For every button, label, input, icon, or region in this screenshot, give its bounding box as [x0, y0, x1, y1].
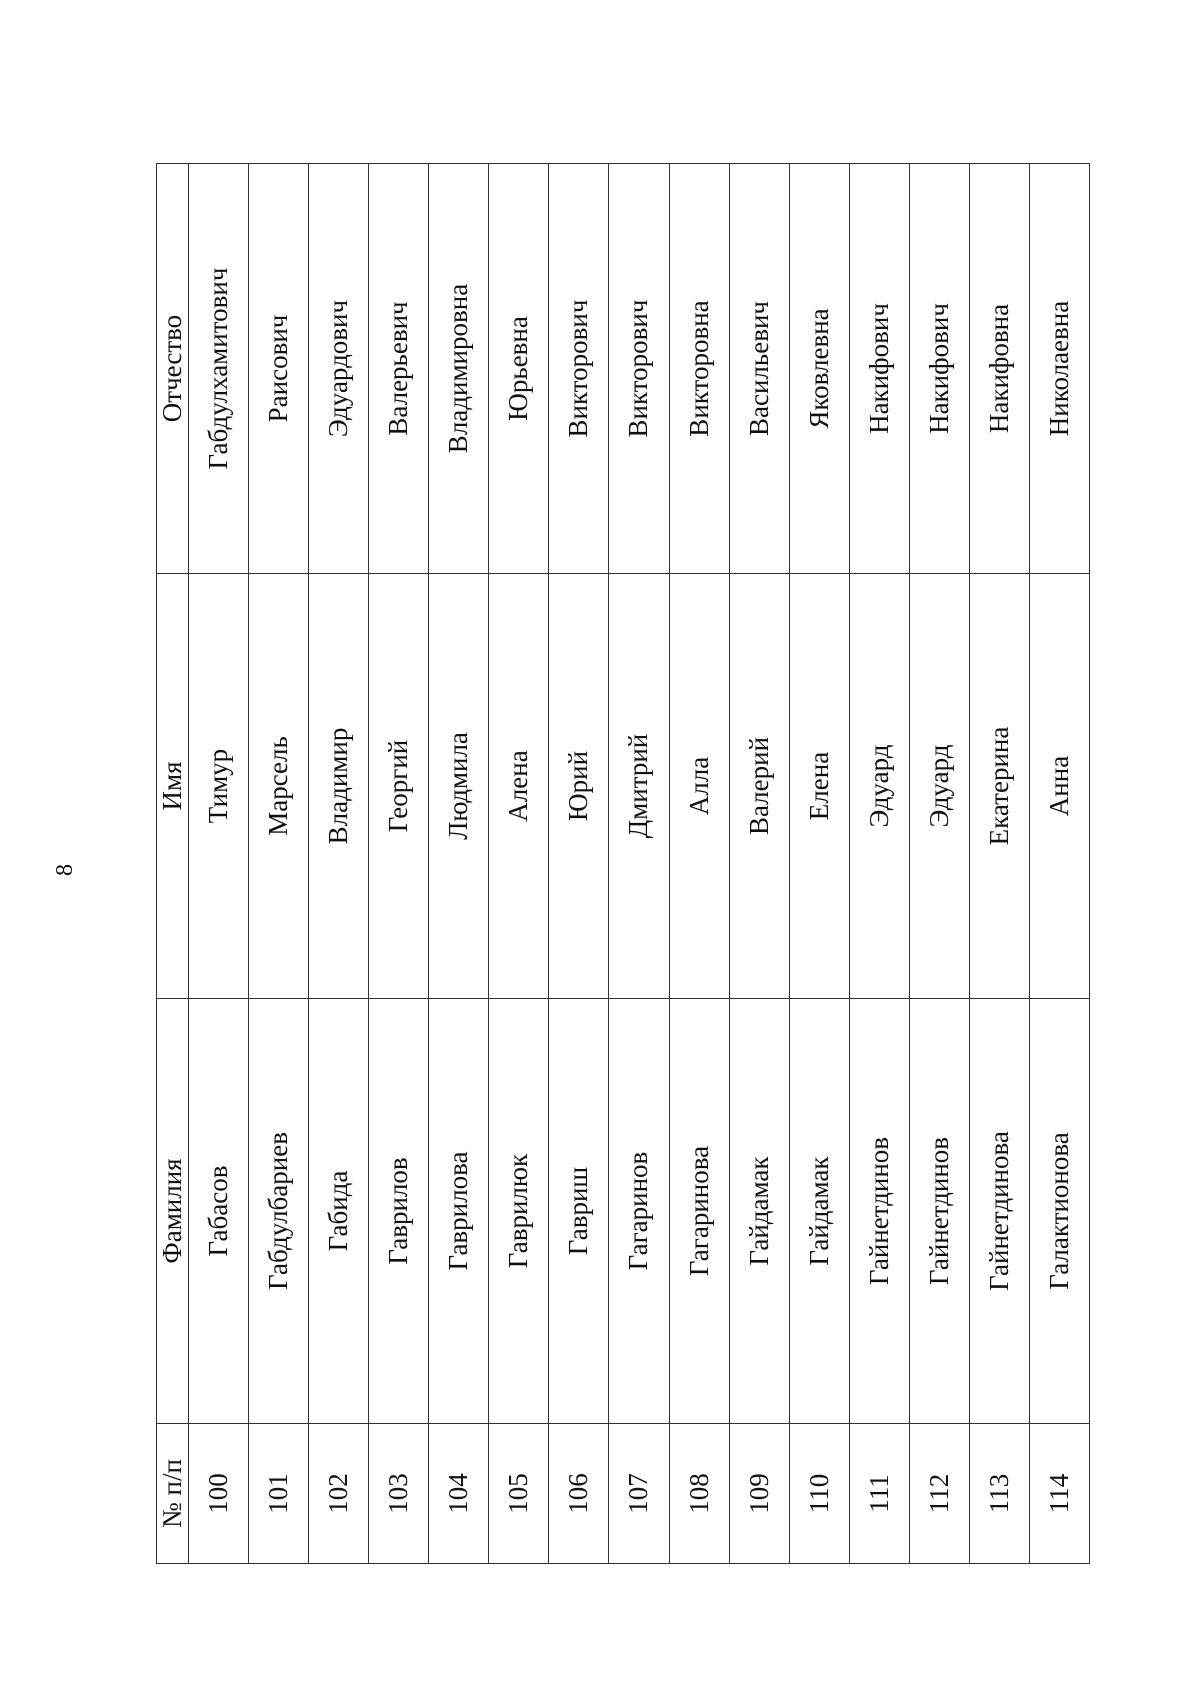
cell-first-name: Марсель [249, 574, 309, 999]
cell-last-name: Галактионова [1029, 999, 1089, 1424]
persons-table [156, 163, 1090, 1564]
table-body [189, 164, 1090, 1564]
cell-patronymic: Васильевич [729, 164, 789, 574]
cell-number: 100 [189, 1424, 249, 1564]
page-number: 8 [51, 864, 78, 876]
table-row [309, 164, 369, 1564]
cell-first-name: Анна [1029, 574, 1089, 999]
cell-last-name: Гаврилюк [489, 999, 549, 1424]
cell-first-name: Юрий [549, 574, 609, 999]
cell-number: 107 [609, 1424, 669, 1564]
header-number: № п/п [157, 1424, 189, 1564]
cell-first-name: Алла [669, 574, 729, 999]
table-row [729, 164, 789, 1564]
cell-first-name: Алена [489, 574, 549, 999]
cell-first-name: Владимир [309, 574, 369, 999]
cell-last-name: Габасов [189, 999, 249, 1424]
table-row [429, 164, 489, 1564]
cell-last-name: Габдулбариев [249, 999, 309, 1424]
cell-patronymic: Владимировна [429, 164, 489, 574]
cell-last-name: Гагаринов [609, 999, 669, 1424]
cell-number: 102 [309, 1424, 369, 1564]
cell-patronymic: Накифович [849, 164, 909, 574]
cell-last-name: Гайнетдинова [969, 999, 1029, 1424]
cell-patronymic: Юрьевна [489, 164, 549, 574]
cell-number: 114 [1029, 1424, 1089, 1564]
cell-last-name: Гаврилов [369, 999, 429, 1424]
cell-patronymic: Раисович [249, 164, 309, 574]
cell-first-name: Екатерина [969, 574, 1029, 999]
cell-first-name: Валерий [729, 574, 789, 999]
cell-first-name: Эдуард [909, 574, 969, 999]
cell-patronymic: Николаевна [1029, 164, 1089, 574]
table-row [849, 164, 909, 1564]
cell-number: 105 [489, 1424, 549, 1564]
table-header-row [157, 164, 189, 1564]
cell-last-name: Гайдамак [789, 999, 849, 1424]
cell-patronymic: Яковлевна [789, 164, 849, 574]
cell-patronymic: Викторович [609, 164, 669, 574]
cell-last-name: Гайнетдинов [849, 999, 909, 1424]
table-row [549, 164, 609, 1564]
cell-last-name: Гаврилова [429, 999, 489, 1424]
cell-patronymic: Накифович [909, 164, 969, 574]
table-row [789, 164, 849, 1564]
header-first-name: Имя [157, 574, 189, 999]
cell-number: 110 [789, 1424, 849, 1564]
cell-number: 108 [669, 1424, 729, 1564]
rotated-table-container [156, 164, 1090, 1564]
cell-number: 111 [849, 1424, 909, 1564]
cell-last-name: Гайнетдинов [909, 999, 969, 1424]
table-row [969, 164, 1029, 1564]
cell-first-name: Тимур [189, 574, 249, 999]
cell-last-name: Габида [309, 999, 369, 1424]
header-last-name: Фамилия [157, 999, 189, 1424]
cell-number: 104 [429, 1424, 489, 1564]
cell-number: 109 [729, 1424, 789, 1564]
table-row [249, 164, 309, 1564]
cell-first-name: Георгий [369, 574, 429, 999]
cell-first-name: Елена [789, 574, 849, 999]
cell-last-name: Гавриш [549, 999, 609, 1424]
table-row [909, 164, 969, 1564]
cell-patronymic: Накифовна [969, 164, 1029, 574]
cell-last-name: Гайдамак [729, 999, 789, 1424]
table-row [609, 164, 669, 1564]
cell-number: 113 [969, 1424, 1029, 1564]
cell-patronymic: Габдулхамитович [189, 164, 249, 574]
table-row [669, 164, 729, 1564]
table-row [1029, 164, 1089, 1564]
cell-patronymic: Викторович [549, 164, 609, 574]
cell-first-name: Людмила [429, 574, 489, 999]
cell-first-name: Дмитрий [609, 574, 669, 999]
header-patronymic: Отчество [157, 164, 189, 574]
cell-number: 103 [369, 1424, 429, 1564]
cell-patronymic: Эдуардович [309, 164, 369, 574]
table-row [369, 164, 429, 1564]
cell-first-name: Эдуард [849, 574, 909, 999]
cell-number: 106 [549, 1424, 609, 1564]
cell-number: 101 [249, 1424, 309, 1564]
table-row [189, 164, 249, 1564]
cell-number: 112 [909, 1424, 969, 1564]
table-row [489, 164, 549, 1564]
cell-last-name: Гагаринова [669, 999, 729, 1424]
cell-patronymic: Валерьевич [369, 164, 429, 574]
cell-patronymic: Викторовна [669, 164, 729, 574]
